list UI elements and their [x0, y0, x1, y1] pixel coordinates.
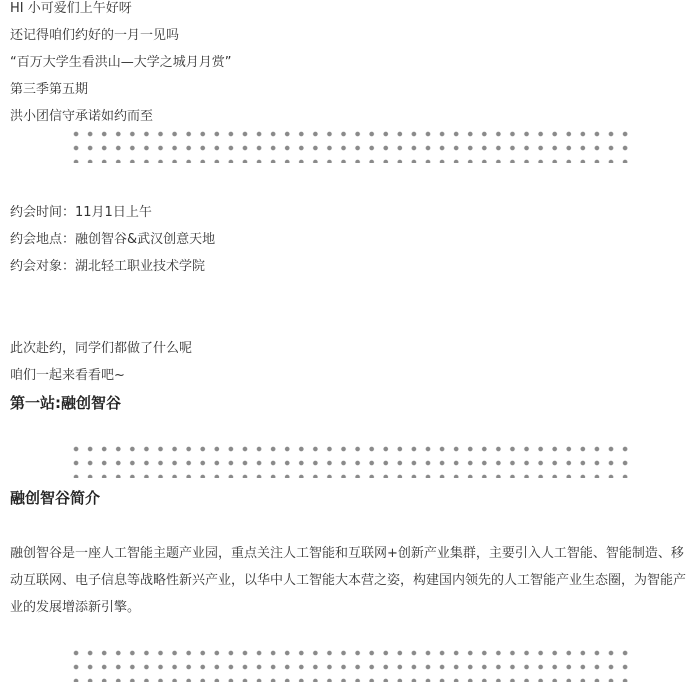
transition-line-1: 此次赴约，同学们都做了什么呢	[10, 341, 193, 356]
meeting-place: 约会地点：融创智谷&武汉创意天地	[10, 232, 216, 247]
description-paragraph: 融创智谷是一座人工智能主题产业园，重点关注人工智能和互联网+创新产业集群，主要引入人工智能、智能制造、移动互联网、电子信息等战略性新兴产业，以华中人工智能大本营之姿，构建国内领先的人工智能产业生态圈，为智能产业的发展增添新引擎。	[10, 546, 686, 615]
event-title-line: “百万大学生看洪山—大学之城月月赏”	[10, 55, 232, 70]
dotted-divider	[69, 646, 631, 682]
dotted-divider	[69, 442, 631, 478]
transition-line-2: 咱们一起来看看吧~	[10, 368, 125, 383]
promise-line: 洪小团信守承诺如约而至	[10, 109, 154, 124]
dotted-divider	[69, 127, 631, 163]
greeting-line: HI 小可爱们上午好呀	[10, 1, 132, 16]
reminder-line: 还记得咱们约好的一月一见吗	[10, 28, 180, 43]
issue-line: 第三季第五期	[10, 82, 89, 97]
meeting-time: 约会时间：11月1日上午	[10, 205, 152, 220]
section-title: 融创智谷简介	[10, 489, 101, 507]
station-heading: 第一站:融创智谷	[10, 394, 121, 412]
meeting-target: 约会对象：湖北轻工职业技术学院	[10, 259, 206, 274]
